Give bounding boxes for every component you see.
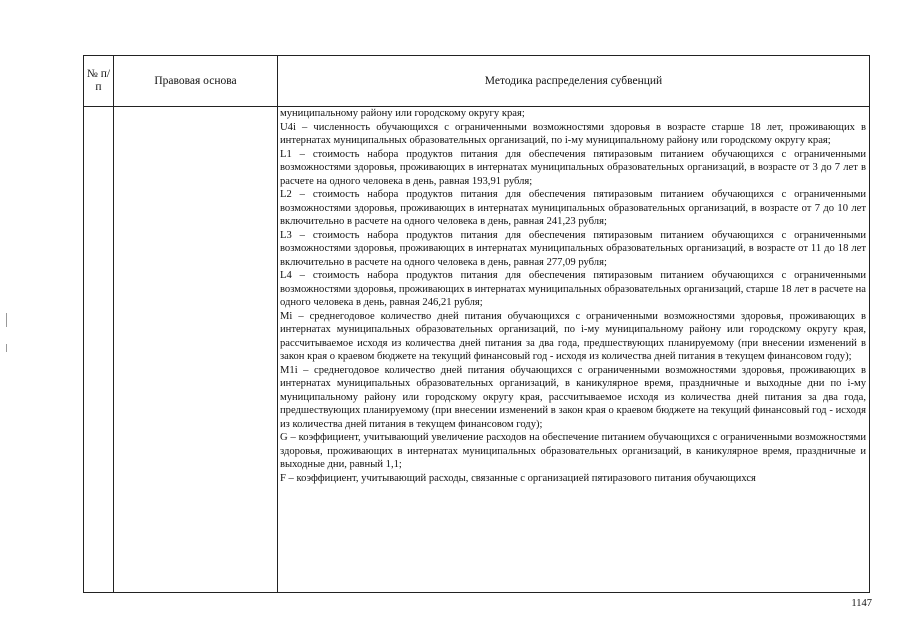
paragraph-l1: L1 – стоимость набора продуктов питания для обеспечения пятиразовым питанием обучающихся с ограниченными возможностями здоровья, проживающих в интернатах муниципальных образовательных организаций, в возрасте от 3 до 7 лет в расчете на одного человека в день, равная 193,91 рубля; — [280, 148, 866, 187]
paragraph: муниципальному району или городскому округу края; — [280, 108, 525, 119]
page-number: 1147 — [851, 598, 872, 609]
subvention-table — [83, 55, 870, 593]
header-legal-basis — [114, 56, 277, 106]
column-divider — [277, 56, 278, 592]
column-divider — [113, 56, 114, 592]
header-legal-basis-label: Правовая основа — [154, 74, 237, 87]
scan-margin-mark — [6, 313, 7, 327]
paragraph-m1i: M1i – среднегодовое количество дней питания обучающихся с ограниченными возможностями здоровья, проживающих в интернатах муниципальных образовательных организаций, в каникулярное время, праздничные и выходные дни по i-му муниципальному району или городскому округу края, рассчитываемое исходя из количества дней питания за два года, предшествующих планируемому (при внесении изменений в закон края о краевом бюджете на текущий финансовый год - исходя из количества дней питания в текущем финансовом году); — [280, 364, 866, 430]
paragraph-u4i: U4i – численность обучающихся с ограниченными возможностями здоровья в возрасте старше 18 лет, проживающих в интернатах муниципальных образовательных организаций, по i-му муниципальному району или городскому округу края; — [280, 121, 866, 146]
header-number-label: № п/п — [86, 68, 111, 93]
scan-margin-mark — [6, 344, 7, 352]
paragraph-l4: L4 – стоимость набора продуктов питания для обеспечения пятиразовым питанием обучающихся с ограниченными возможностями здоровья, проживающих в интернатах муниципальных образовательных организаций, старше 18 лет в расчете на одного человека в день, равная 246,21 рубля; — [280, 270, 867, 308]
paragraph-mi: Mi – среднегодовое количество дней питания обучающихся с ограниченными возможностями здоровья, проживающих в интернатах муниципальных образовательных организаций, по i-му муниципальному району или городскому округу края, рассчитываемое исходя из количества дней питания за два года, предшествующих планируемому (при внесении изменений в закон края о краевом бюджете на текущий финансовый год - исходя из количества дней питания в текущем финансовом году); — [280, 310, 866, 362]
paragraph-l3: L3 – стоимость набора продуктов питания для обеспечения пятиразовым питанием обучающихся с ограниченными возможностями здоровья, проживающих в интернатах муниципальных образовательных организаций, в возрасте от 11 до 18 лет включительно в расчете на одного человека в день, равная 277,09 рубля; — [280, 229, 866, 268]
header-number — [84, 56, 113, 106]
header-method-label: Методика распределения субвенций — [484, 74, 663, 87]
paragraph-f: F – коэффициент, учитывающий расходы, связанные с организацией пятиразового питания обучающихся — [280, 472, 756, 484]
paragraph-g: G – коэффициент, учитывающий увеличение расходов на обеспечение питанием обучающихся с ограниченными возможностями здоровья, проживающих в интернатах муниципальных образовательных организаций, в каникулярное время, праздничные и выходные дни, равный 1,1; — [280, 432, 866, 470]
header-method — [278, 56, 869, 106]
paragraph-l2: L2 – стоимость набора продуктов питания для обеспечения пятиразовым питанием обучающихся с ограниченными возможностями здоровья, проживающих в интернатах муниципальных образовательных организаций, в возрасте от 7 до 10 лет включительно в расчете на одного человека в день, равная 241,23 рубля; — [280, 189, 866, 227]
method-cell — [280, 107, 866, 485]
